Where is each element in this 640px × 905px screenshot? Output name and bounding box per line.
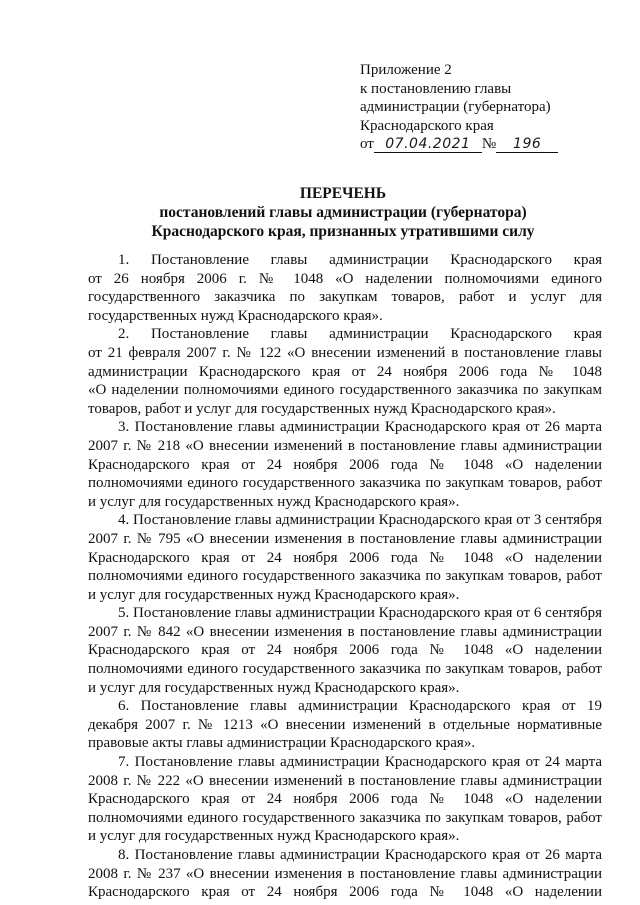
text-line: полномочиями единого государственного заказчика по закупкам товаров, работ xyxy=(88,475,602,492)
list-item xyxy=(88,418,602,511)
text-line: 2008 г. № 222 «О внесении изменений в постановление главы администрации xyxy=(88,772,602,789)
list-item xyxy=(88,511,602,604)
text-line: и услуг для государственных нужд Краснодарского края». xyxy=(88,828,460,845)
text-line: 2. Постановление главы администрации Краснодарского края xyxy=(118,326,602,343)
text-line: 6. Постановление главы администрации Краснодарского края от 19 xyxy=(118,698,602,715)
text-line: Краснодарского края от 24 ноября 2006 года № 1048 «О наделении xyxy=(88,791,602,808)
text-line: 3. Постановление главы администрации Краснодарского края от 26 марта xyxy=(118,419,602,436)
text-line: от 21 февраля 2007 г. № 122 «О внесении изменений в постановление главы xyxy=(88,344,602,361)
text-line: Краснодарского края от 24 ноября 2006 года № 1048 «О наделении xyxy=(88,456,602,473)
text-line: «О наделении полномочиями единого государственного заказчика по закупкам xyxy=(88,382,602,399)
text-line: 5. Постановление главы администрации Краснодарского края от 6 сентября xyxy=(118,605,602,622)
title-line-2: постановлений главы администрации (губернатора) xyxy=(159,204,527,221)
text-line: полномочиями единого государственного заказчика по закупкам товаров, работ xyxy=(88,661,602,678)
list-item xyxy=(88,251,602,325)
handwritten-date: 07.04.2021 xyxy=(374,137,482,153)
text-line: товаров, работ и услуг для государственных нужд Краснодарского края». xyxy=(88,400,556,417)
text-line: государственных нужд Краснодарского края». xyxy=(88,307,383,324)
list-item xyxy=(88,846,602,902)
appendix-block xyxy=(360,61,590,154)
title-line-3: Краснодарского края, признанных утратившими силу xyxy=(151,223,535,240)
text-line: 2007 г. № 795 «О внесении изменения в постановление главы администрации xyxy=(88,530,602,547)
text-line: декабря 2007 г. № 1213 «О внесении изменений в отдельные нормативные xyxy=(88,716,602,733)
text-line: полномочиями единого государственного заказчика по закупкам товаров, работ xyxy=(88,568,602,585)
date-prefix: от xyxy=(360,136,374,152)
text-line: и услуг для государственных нужд Краснодарского края». xyxy=(88,493,460,510)
date-number-line xyxy=(360,135,590,154)
text-line: 2008 г. № 237 «О внесении изменения в постановление главы администрации xyxy=(88,865,602,882)
text-line: 8. Постановление главы администрации Краснодарского края от 26 марта xyxy=(118,847,602,863)
text-line: от 26 ноября 2006 г. № 1048 «О наделении полномочиями единого xyxy=(88,270,602,287)
title-line-1: ПЕРЕЧЕНЬ xyxy=(299,185,387,202)
appendix-line-1: Приложение 2 xyxy=(360,62,452,78)
text-line: 2007 г. № 218 «О внесении изменений в постановление главы администрации xyxy=(88,437,602,454)
text-line: Краснодарского края от 24 ноября 2006 года № 1048 «О наделении xyxy=(88,884,602,901)
list-item xyxy=(88,604,602,697)
text-line: полномочиями единого государственного заказчика по закупкам товаров, работ xyxy=(88,809,602,826)
text-line: 2007 г. № 842 «О внесении изменения в постановление главы администрации xyxy=(88,623,602,640)
document-title xyxy=(88,184,598,241)
text-line: 1. Постановление главы администрации Краснодарского края xyxy=(118,252,602,268)
appendix-line-2: к постановлению главы xyxy=(360,80,512,97)
handwritten-number: 196 xyxy=(496,137,558,153)
text-line: государственного заказчика по закупкам товаров, работ и услуг для xyxy=(88,289,602,306)
document-body xyxy=(88,251,602,902)
text-line: и услуг для государственных нужд Краснодарского края». xyxy=(88,679,460,696)
text-line: Краснодарского края от 24 ноября 2006 года № 1048 «О наделении xyxy=(88,642,602,659)
text-line: 4. Постановление главы администрации Краснодарского края от 3 сентября xyxy=(118,512,602,529)
text-line: Краснодарского края от 24 ноября 2006 года № 1048 «О наделении xyxy=(88,549,602,566)
number-prefix: № xyxy=(481,136,497,152)
appendix-line-3: администрации (губернатора) xyxy=(360,99,551,115)
text-line: правовые акты главы администрации Краснодарского края». xyxy=(88,735,476,752)
text-line: администрации Краснодарского края от 24 ноября 2006 года № 1048 xyxy=(88,363,602,380)
list-item xyxy=(88,697,602,753)
list-item xyxy=(88,325,602,418)
text-line: 7. Постановление главы администрации Краснодарского края от 24 марта xyxy=(118,754,602,771)
list-item xyxy=(88,753,602,846)
appendix-line-4: Краснодарского края xyxy=(360,117,494,134)
text-line: и услуг для государственных нужд Краснодарского края». xyxy=(88,586,460,603)
